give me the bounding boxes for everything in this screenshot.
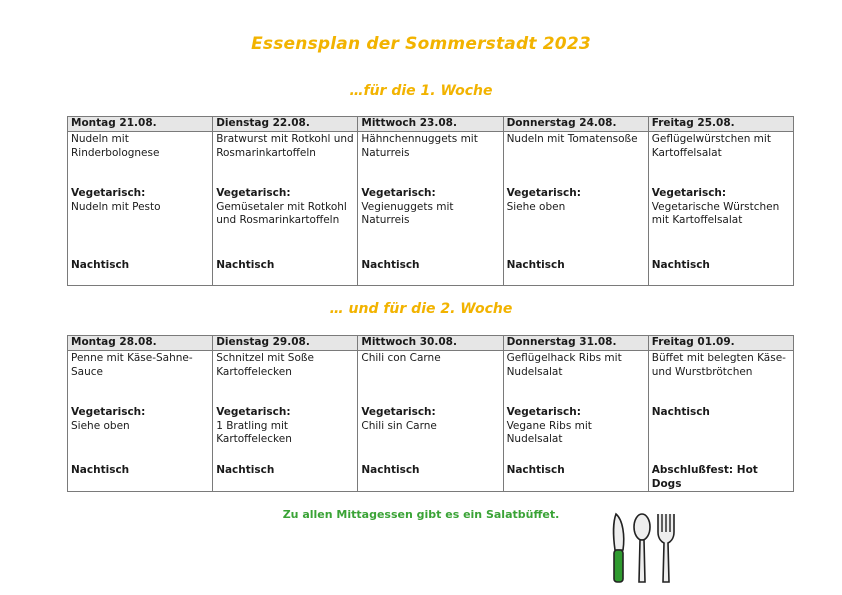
dessert-label: Nachtisch — [71, 464, 130, 476]
week1-table — [67, 116, 794, 286]
week1-menu-row — [68, 132, 794, 286]
main-dish: Geflügelhack Ribs mit Nudelsalat — [506, 352, 622, 378]
day-header: Mittwoch 30.08. — [358, 336, 503, 351]
vegetarian-label: Vegetarisch: — [216, 406, 291, 418]
main-dish: Schnitzel mit Soße Kartoffelecken — [216, 352, 314, 378]
dessert-label: Nachtisch — [506, 259, 565, 271]
vegetarian-label: Vegetarisch: — [216, 187, 291, 199]
vegetarian-dish: Vegienuggets mit Naturreis — [361, 200, 454, 226]
menu-cell — [213, 351, 358, 492]
dessert-label: Nachtisch — [216, 259, 275, 271]
spoon-icon — [634, 514, 650, 582]
fork-icon — [658, 514, 674, 582]
vegetarian-label: Vegetarisch: — [71, 406, 146, 418]
week2-header-row — [68, 336, 794, 351]
menu-cell — [213, 132, 358, 286]
menu-cell — [68, 351, 213, 492]
week2-menu-row — [68, 351, 794, 492]
menu-cell — [358, 351, 503, 492]
vegetarian-dish: Siehe oben — [506, 200, 566, 213]
vegetarian-dish: Vegetarische Würstchen mit Kartoffelsalat — [651, 200, 780, 226]
main-dish: Nudeln mit Rinderbolognese — [71, 133, 160, 159]
menu-cell — [503, 351, 648, 492]
vegetarian-dish: Siehe oben — [71, 419, 130, 432]
page-title: Essensplan der Sommerstadt 2023 — [251, 34, 591, 54]
salad-buffet-note: Zu allen Mittagessen gibt es ein Salatbüffet. — [282, 508, 560, 521]
vegetarian-dish: 1 Bratling mit Kartoffelecken — [216, 419, 292, 445]
dessert-label: Nachtisch — [506, 464, 565, 476]
day-header: Dienstag 22.08. — [213, 117, 358, 132]
vegetarian-dish — [652, 420, 790, 461]
vegetarian-label: Vegetarisch: — [506, 406, 581, 418]
main-dish: Hähnchennuggets mit Naturreis — [361, 133, 478, 159]
vegetarian-label: Vegetarisch: — [361, 187, 436, 199]
vegetarian-label: Vegetarisch: — [651, 187, 727, 199]
vegetarian-label: Vegetarisch: — [71, 187, 146, 199]
vegetarian-label: Vegetarisch: — [506, 187, 581, 199]
menu-cell — [68, 132, 213, 286]
dessert-label: Nachtisch — [651, 259, 710, 271]
main-dish: Büffet mit belegten Käse- und Wurstbrötchen — [651, 352, 786, 378]
day-header: Donnerstag 24.08. — [503, 117, 648, 132]
day-header: Donnerstag 31.08. — [503, 336, 648, 351]
main-dish: Chili con Carne — [361, 352, 441, 364]
dessert-label: Nachtisch — [361, 464, 420, 476]
main-dish: Nudeln mit Tomatensoße — [506, 133, 638, 145]
dessert-label: Nachtisch — [651, 406, 710, 418]
dessert-label: Nachtisch — [361, 259, 420, 271]
main-dish: Geflügelwürstchen mit Kartoffelsalat — [651, 133, 771, 159]
day-header: Mittwoch 23.08. — [358, 117, 503, 132]
week1-heading: …für die 1. Woche — [349, 83, 493, 99]
week1-header-row — [68, 117, 794, 132]
day-header: Freitag 25.08. — [648, 117, 793, 132]
closing-party-label: Abschlußfest: Hot Dogs — [651, 464, 758, 490]
vegetarian-dish: Vegane Ribs mit Nudelsalat — [506, 419, 592, 445]
week2-table — [67, 335, 794, 492]
knife-icon — [614, 514, 624, 582]
menu-cell — [503, 132, 648, 286]
cutlery-icon — [610, 512, 682, 586]
vegetarian-dish: Chili sin Carne — [361, 419, 437, 432]
menu-cell — [358, 132, 503, 286]
vegetarian-label: Vegetarisch: — [361, 406, 436, 418]
menu-cell — [648, 351, 793, 492]
vegetarian-dish: Gemüsetaler mit Rotkohl und Rosmarinkartoffeln — [216, 200, 347, 226]
main-dish: Penne mit Käse-Sahne-Sauce — [71, 352, 193, 378]
day-header: Freitag 01.09. — [648, 336, 793, 351]
dessert-label: Nachtisch — [71, 259, 130, 271]
day-header: Montag 28.08. — [68, 336, 213, 351]
day-header: Dienstag 29.08. — [213, 336, 358, 351]
week2-heading: … und für die 2. Woche — [329, 301, 513, 317]
day-header: Montag 21.08. — [68, 117, 213, 132]
main-dish: Bratwurst mit Rotkohl und Rosmarinkartoffeln — [216, 133, 354, 159]
menu-cell — [648, 132, 793, 286]
dessert-label: Nachtisch — [216, 464, 275, 476]
vegetarian-dish: Nudeln mit Pesto — [71, 200, 161, 213]
